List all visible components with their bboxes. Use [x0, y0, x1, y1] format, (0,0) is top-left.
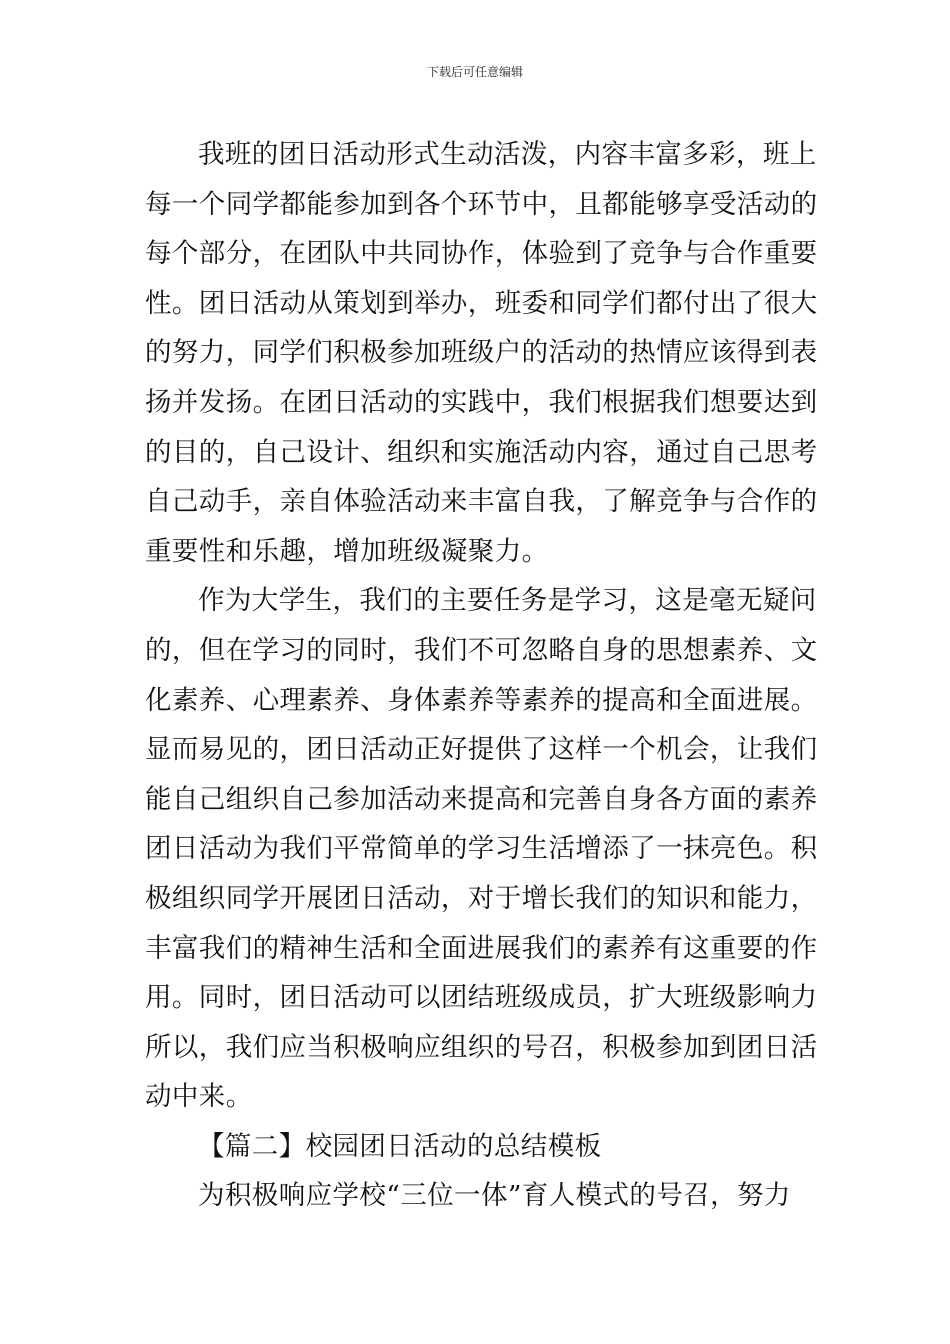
text-line: 用。同时，团日活动可以团结班级成员，扩大班级影响力: [145, 982, 818, 1014]
text-line: 团日活动为我们平常简单的学习生活增添了一抹亮色。积: [145, 833, 818, 865]
text-line: 扬并发扬。在团日活动的实践中，我们根据我们想要达到: [145, 386, 818, 418]
paragraph-1: [145, 130, 818, 576]
paragraph-text: [145, 576, 818, 1122]
text-line: 极组织同学开展团日活动，对于增长我们的知识和能力，: [145, 882, 818, 914]
text-line: 自己动手，亲自体验活动来丰富自我，了解竞争与合作的: [145, 486, 818, 518]
text-line: 丰富我们的精神生活和全面进展我们的素养有这重要的作: [145, 932, 818, 964]
text-line: 我班的团日活动形式生动活泼，内容丰富多彩，班上: [198, 139, 817, 170]
text-line: 为积极响应学校“三位一体”育人模式的号召，努力: [198, 1180, 791, 1212]
page-header: 下载后可任意编辑: [426, 65, 523, 79]
text-line: 化素养、心理素养、身体素养等素养的提高和全面进展。: [145, 684, 818, 716]
text-line: 每一个同学都能参加到各个环节中，且都能够享受活动的: [145, 188, 818, 220]
text-line: 每个部分，在团队中共同协作，体验到了竞争与合作重要: [145, 238, 818, 270]
paragraph-3: [145, 1171, 805, 1221]
text-line: 的，但在学习的同时，我们不可忽略自身的思想素养、文: [145, 634, 818, 666]
text-line: 重要性和乐趣，增加班级凝聚力。: [145, 535, 549, 567]
text-line: 能自己组织自己参加活动来提高和完善自身各方面的素养: [145, 783, 818, 815]
text-line: 显而易见的，团日活动正好提供了这样一个机会，让我们: [145, 734, 818, 766]
section-heading: 【篇二】校园团日活动的总结模板: [198, 1130, 602, 1162]
text-line: 的努力，同学们积极参加班级户的活动的热情应该得到表: [145, 337, 818, 369]
paragraph-text: [145, 130, 818, 576]
paragraph-text: [145, 1171, 805, 1221]
text-line: 作为大学生，我们的主要任务是学习，这是毫无疑问: [198, 585, 817, 617]
text-line: 动中来。: [145, 1081, 253, 1113]
paragraph-2: [145, 576, 818, 1122]
text-line: 的目的，自己设计、组织和实施活动内容，通过自己思考: [145, 436, 818, 468]
text-line: 所以，我们应当积极响应组织的号召，积极参加到团日活: [145, 1031, 818, 1063]
document-body: [145, 130, 818, 1221]
text-line: 性。团日活动从策划到举办，班委和同学们都付出了很大: [145, 287, 818, 319]
